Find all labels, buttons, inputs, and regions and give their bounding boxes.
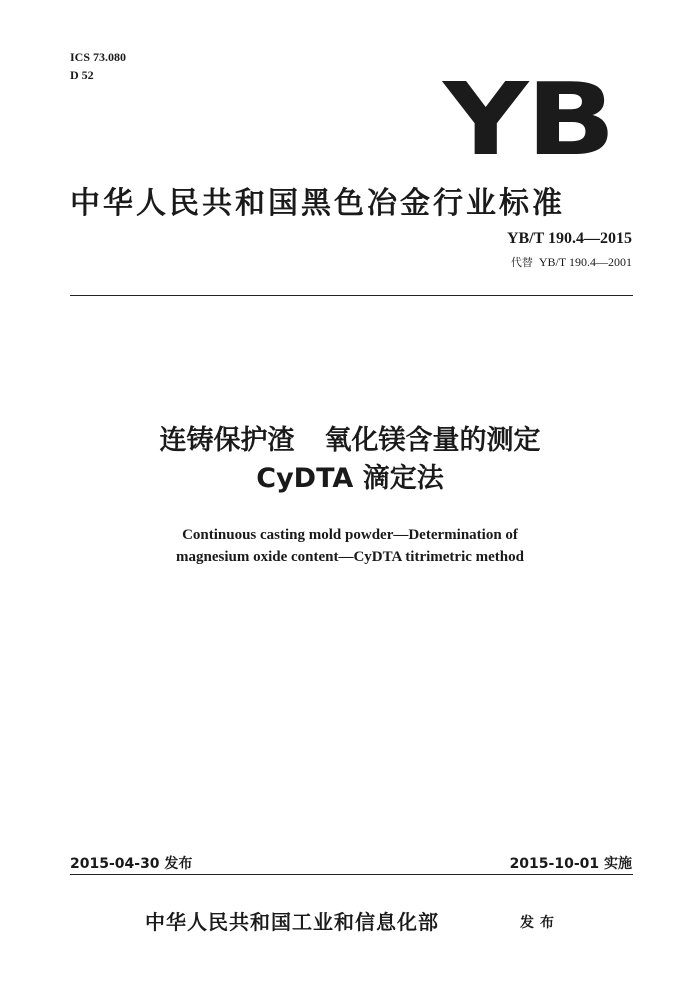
publisher-action: 发布: [520, 915, 560, 931]
title-zh-line1: [0, 422, 700, 460]
title-en-line2: magnesium oxide content—CyDTA titrimetric method: [175, 549, 524, 565]
ccs-code: D 52: [70, 68, 94, 82]
ics-code: ICS 73.080: [70, 50, 127, 64]
replaces-code: YB/T 190.4—2001: [538, 255, 632, 269]
document-title-chinese: [0, 422, 700, 498]
title-zh-part2: 氧化镁含量的测定: [324, 425, 541, 456]
implementation-date: 2015-10-01 实施: [509, 856, 632, 872]
issue-date: 2015-04-30 发布: [70, 856, 193, 872]
yb-logo: YB: [443, 61, 614, 178]
standard-category-title: 中华人民共和国黑色冶金行业标准: [70, 186, 565, 221]
title-zh-part1: 连铸保护渣: [159, 425, 295, 456]
bottom-divider: [70, 874, 633, 875]
title-en-line1: Continuous casting mold powder—Determination of: [182, 527, 518, 543]
classification-codes: [70, 48, 126, 84]
top-divider: [70, 295, 633, 296]
replaces-line: [511, 254, 632, 270]
title-zh-line2: CyDTA 滴定法: [256, 463, 444, 494]
document-title-english: [0, 524, 700, 568]
replaces-label: 代替: [510, 256, 533, 269]
publisher-name: 中华人民共和国工业和信息化部: [145, 910, 439, 934]
standard-number: YB/T 190.4—2015: [506, 230, 632, 247]
